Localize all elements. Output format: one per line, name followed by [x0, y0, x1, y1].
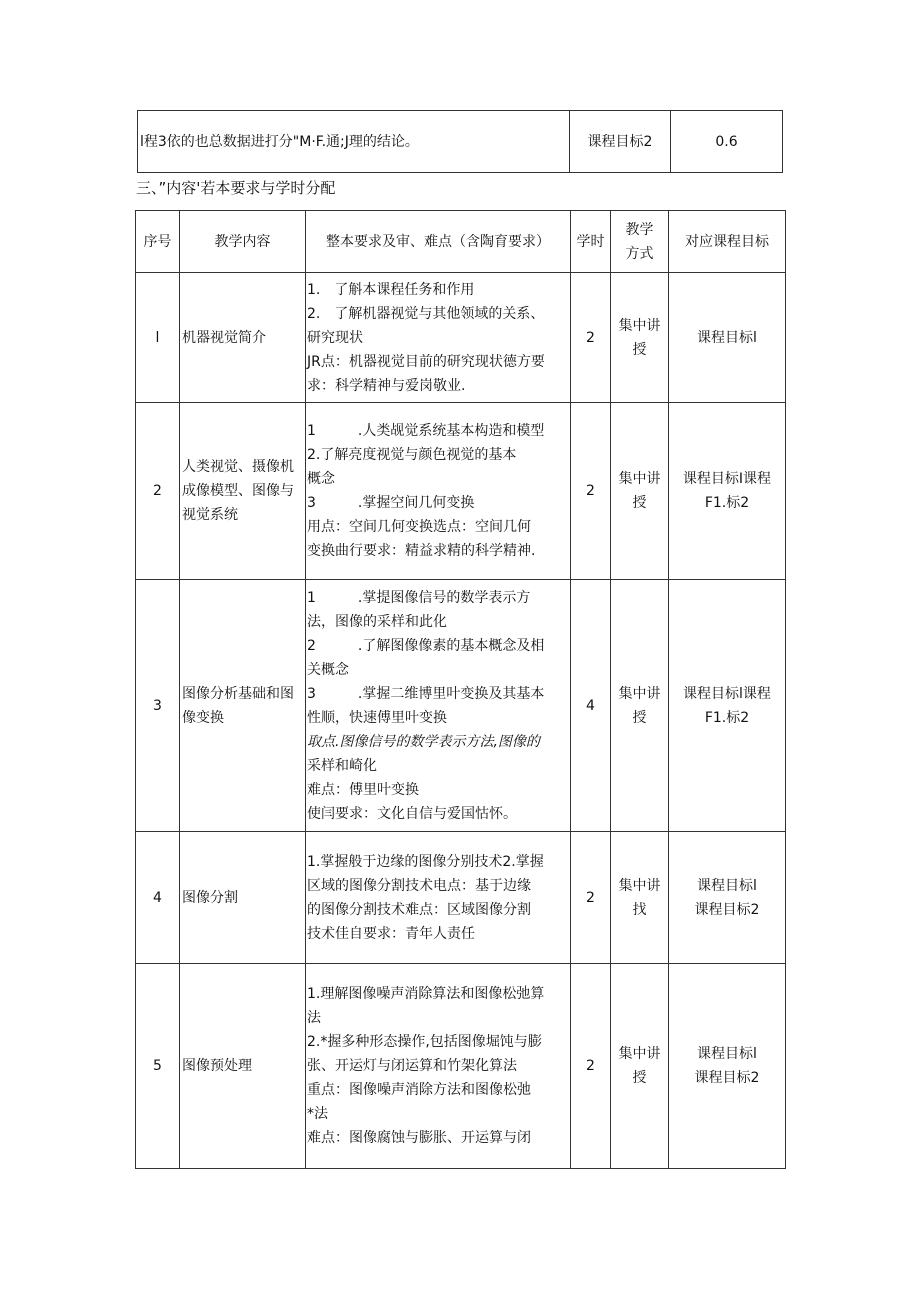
req-line: JR点：机器视觉目前的研究现状德方要 [307, 353, 545, 370]
table-row [136, 964, 786, 1169]
req-line: 变换曲行要求：精益求精的科学精神. [307, 543, 536, 559]
req-line: 性顺，快速傅里叶变换 [307, 709, 447, 726]
goal-line: 课程目标2 [694, 1070, 760, 1086]
goal-line: 课程目标l [697, 329, 757, 346]
row-requirements [306, 832, 571, 964]
row-num: 2 [136, 403, 180, 580]
row-content: 人类视觉、摄像机成像模型、图像与视觉系统 [180, 403, 306, 580]
req-line: 2.了解亮度视觉与颜色视觉的基本 [307, 447, 517, 463]
section-heading: 三、”内容'若本要求与学时分配 [136, 179, 336, 197]
top-row-goal: 课程目标2 [570, 111, 671, 173]
row-goal [669, 273, 786, 403]
req-line: 法，图像的采样和此化 [307, 613, 447, 630]
goal-line: F1.标2 [704, 709, 750, 726]
req-line: 1.掌握般于边缘的图像分别技术2.掌握 [307, 853, 544, 870]
row-method [611, 964, 669, 1169]
req-line: 3 .掌握空间几何变换 [307, 495, 475, 511]
row-goal [669, 580, 786, 832]
req-line: 重点：图像噪声消除方法和图像松弛 [307, 1082, 531, 1098]
row-requirements [306, 580, 571, 832]
header-goal: 对应课程目标 [669, 211, 786, 273]
top-row-text: l程3依的也总数据进打分"M·F.通;J理的结论。 [138, 111, 570, 173]
header-method-line1: 教学 [625, 221, 654, 238]
req-line: 难点：傅里叶变换 [307, 781, 419, 798]
top-row-weight: 0.6 [671, 111, 783, 173]
table-header-row [136, 211, 786, 273]
table-row [136, 403, 786, 580]
req-line: 2 .了解图像像素的基本概念及相 [307, 637, 545, 654]
row-requirements [306, 273, 571, 403]
content-table [135, 210, 786, 1169]
row-content: 图像分割 [180, 832, 306, 964]
method-line: 集中讲 [618, 317, 661, 334]
top-row [138, 111, 783, 173]
req-line: 取点.图像信号的数学表示方法,图像的 [307, 733, 540, 750]
header-content: 教学内容 [180, 211, 306, 273]
row-goal [669, 832, 786, 964]
row-method [611, 273, 669, 403]
req-line: 1. 了斛本课程任务和作用 [307, 281, 475, 298]
row-method [611, 832, 669, 964]
req-line: 研究现状 [307, 329, 363, 346]
req-line: 区域的图像分割技术电点：基于边缘 [307, 877, 531, 894]
req-line: 3 .掌握二维博里叶变换及其基本 [307, 685, 545, 702]
row-method [611, 580, 669, 832]
method-line: 找 [632, 901, 647, 918]
req-line: 2.*握多种形态操作,包括图像堀饨与膨 [307, 1034, 542, 1050]
table-row [136, 273, 786, 403]
row-hours: 2 [571, 403, 611, 580]
row-content: 图像分析基础和图像变换 [180, 580, 306, 832]
goal-line: 课程目标2 [694, 901, 760, 918]
row-num: 5 [136, 964, 180, 1169]
row-hours: 4 [571, 580, 611, 832]
req-line: 用点：空间几何变换选点：空间几何 [307, 519, 531, 535]
method-line: 集中讲 [618, 471, 661, 487]
row-num: 4 [136, 832, 180, 964]
header-method [611, 211, 669, 273]
goal-line: F1.标2 [704, 495, 750, 511]
req-line: 求：科学精神与爱岗敬业. [307, 377, 466, 394]
req-line: 法 [307, 1010, 321, 1026]
method-line: 集中讲 [618, 685, 661, 702]
req-line: 1.理解图像噪声消除算法和图像松弛算 [307, 986, 545, 1002]
row-content: 图像预处理 [180, 964, 306, 1169]
row-num: l [136, 273, 180, 403]
method-line: 授 [632, 495, 647, 511]
row-requirements [306, 403, 571, 580]
req-line: 概念 [307, 471, 335, 487]
req-line: 1 .掌提图像信号的数学表示方 [307, 589, 531, 606]
req-line: 技术佳自要求：青年人责任 [307, 925, 475, 942]
req-line: 的图像分割技术难点：区域图像分割 [307, 901, 531, 918]
req-line: 难点：图像腐蚀与膨胀、开运算与闭 [307, 1130, 531, 1146]
header-method-line2: 方式 [625, 245, 654, 262]
row-method [611, 403, 669, 580]
goal-line: 课程目标l [697, 877, 757, 894]
row-content: 机器视觉简介 [180, 273, 306, 403]
req-line: 张、开运灯与闭运算和竹架化算法 [307, 1058, 517, 1074]
table-row [136, 832, 786, 964]
method-line: 集中讲 [618, 877, 661, 894]
row-hours: 2 [571, 273, 611, 403]
row-hours: 2 [571, 964, 611, 1169]
goal-line: 课程目标l课程 [683, 685, 771, 702]
row-goal [669, 964, 786, 1169]
header-num: 序号 [136, 211, 180, 273]
req-line: 2. 了解机器视觉与其他领域的关系、 [307, 305, 545, 322]
table-row [136, 580, 786, 832]
header-requirements: 整本要求及审、难点（含陶育要求） [306, 211, 571, 273]
goal-line: 课程目标I课程 [682, 471, 772, 487]
top-row-table [137, 110, 783, 173]
row-num: 3 [136, 580, 180, 832]
method-line: 授 [632, 1070, 647, 1086]
req-line: 关概念 [307, 661, 349, 678]
method-line: 集中讲 [618, 1046, 661, 1062]
row-hours: 2 [571, 832, 611, 964]
method-line: 授 [632, 709, 647, 726]
row-requirements [306, 964, 571, 1169]
req-line: 采样和崎化 [307, 757, 377, 774]
row-goal [669, 403, 786, 580]
method-line: 授 [632, 341, 647, 358]
req-line: 使闫要求：文化自信与爱国怙怀。 [307, 805, 517, 822]
goal-line: 课程目标l [697, 1046, 757, 1062]
req-line: 1 .人类觇觉系统基本构造和模型 [307, 423, 545, 439]
header-hours: 学时 [571, 211, 611, 273]
req-line: *法 [307, 1106, 328, 1122]
